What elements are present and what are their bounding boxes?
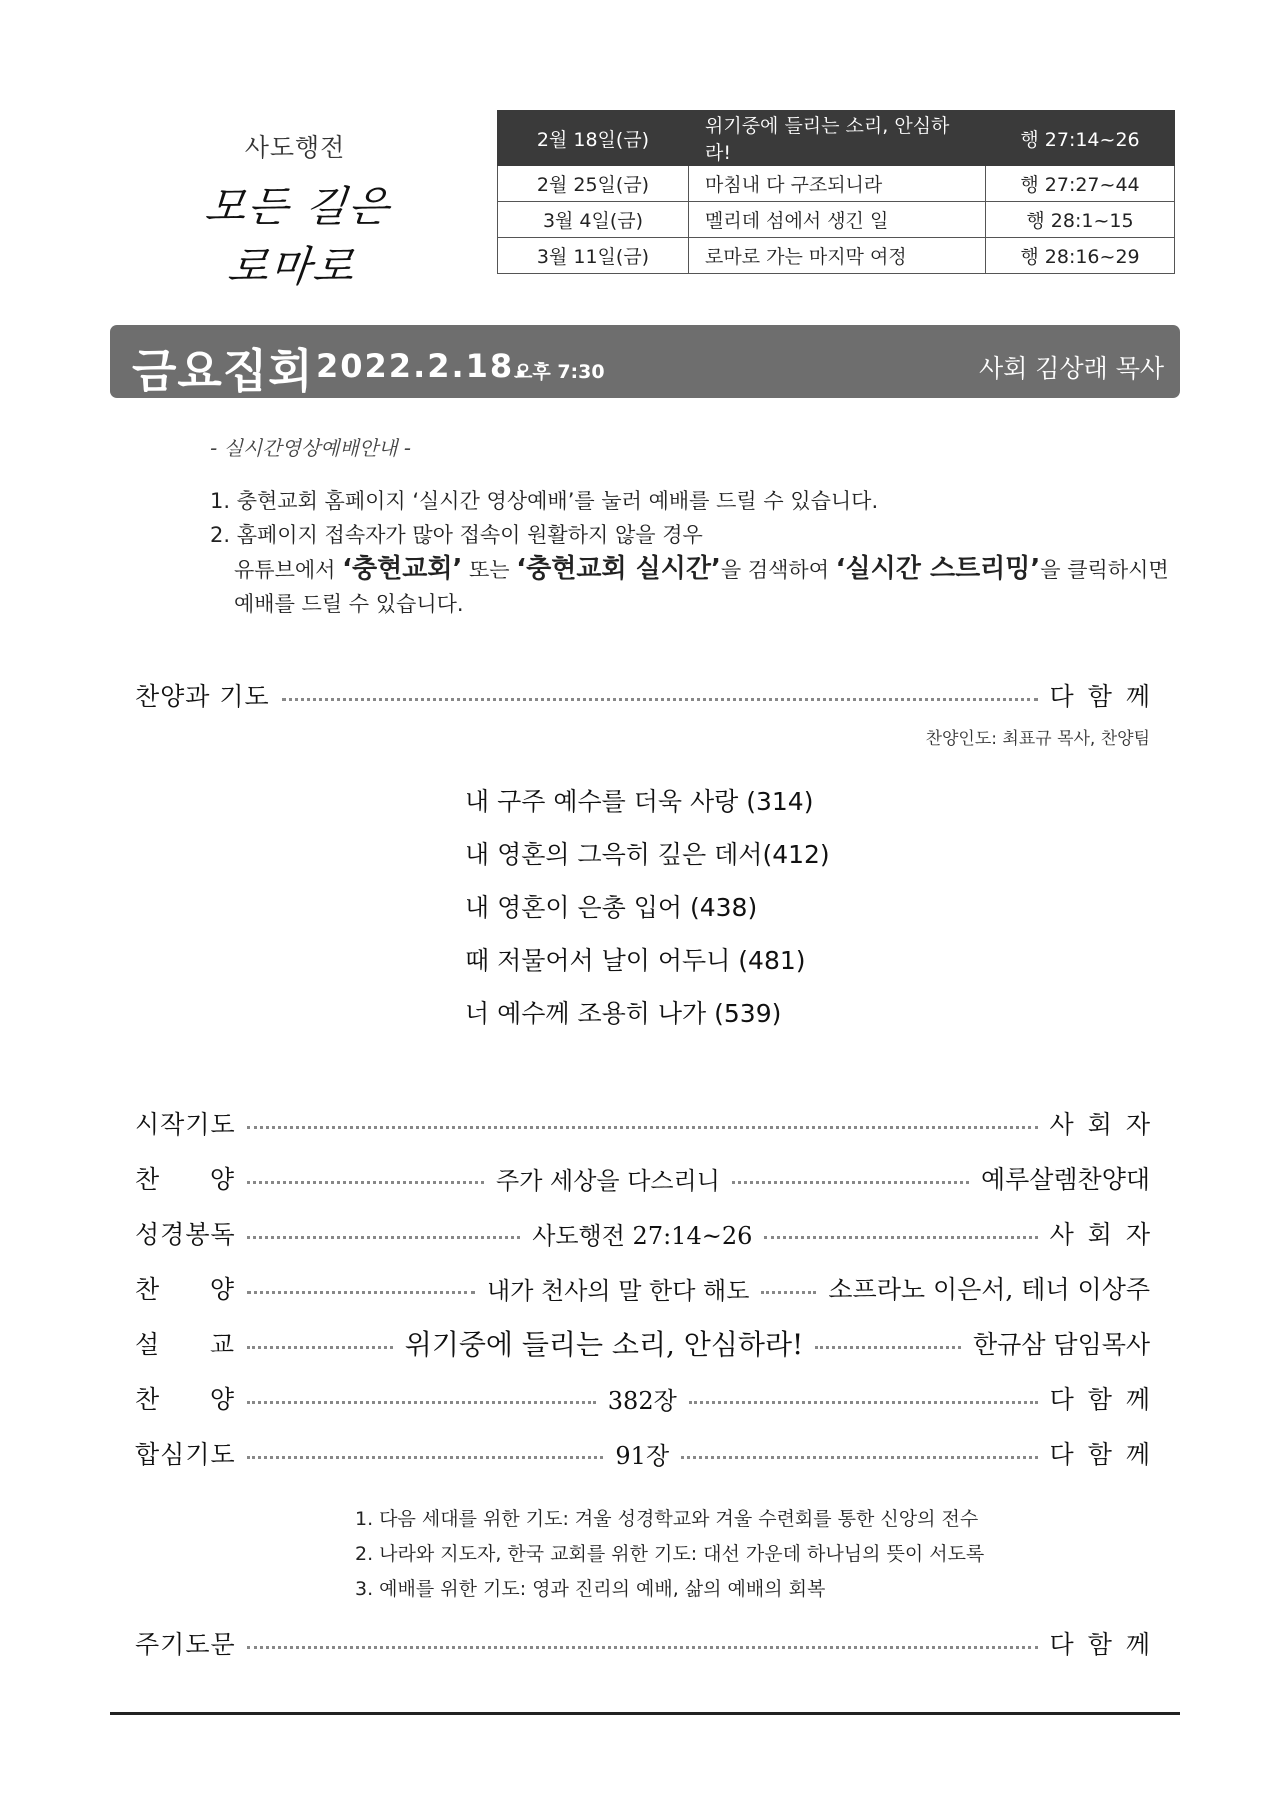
table-row [498,238,1175,274]
program-row [135,1268,1150,1308]
program-row [135,1103,1164,1143]
program-label [135,1160,235,1196]
label-char: 주 [135,1630,161,1659]
program-row-praise [135,675,1164,715]
dot-leader [247,1646,1038,1649]
schedule-ref: 행 28:16~29 [986,238,1175,274]
schedule-ref: 행 28:1~15 [986,202,1175,238]
service-time: 오후 7:30 [514,361,605,383]
notice-line [210,552,1169,587]
program-label [135,1380,235,1416]
label-char: 문 [210,1630,236,1659]
hymn-item: 내 영혼이 은총 입어 (438) [465,893,758,922]
dot-leader [247,1126,1038,1129]
label-char: 찬 [135,1165,161,1194]
program-mid: 382장 [607,1386,677,1415]
keyword: ‘충현교회’ [342,554,463,584]
program-label: 찬양과 기도 [135,682,270,711]
dot-leader [247,1236,520,1239]
dot-leader [689,1401,1038,1404]
program-mid: 91장 [615,1441,670,1470]
schedule-ref: 행 27:27~44 [986,166,1175,202]
hymn-list [465,775,830,1040]
schedule-date: 2월 18일(금) [498,111,689,166]
label-char: 독 [210,1220,236,1249]
program-row [135,1323,1150,1363]
hymn-item: 내 영혼의 그윽히 깊은 데서(412) [465,840,830,869]
label-char: 찬 [135,1275,161,1304]
label-char: 찬 [135,1385,161,1414]
prayer-item: 2. 나라와 지도자, 한국 교회를 위한 기도: 대선 가운데 하나님의 뜻이 서도록 [355,1543,985,1565]
program-row [135,1378,1165,1418]
label-char: 양 [209,1165,235,1194]
schedule-date: 2월 25일(금) [498,166,689,202]
notice-line: 1. 충현교회 홈페이지 ‘실시간 영상예배’를 눌러 예배를 드릴 수 있습니다. [210,489,879,513]
program-right: 사회자 [1049,1220,1165,1249]
notice-text: 유튜브에서 [234,558,343,582]
label-char: 양 [209,1275,235,1304]
label-char: 기 [185,1110,211,1139]
prayer-topics [355,1502,984,1607]
series-script-title: 모든 길은 로마로 [202,182,394,291]
program-right: 다함께 [1049,1630,1164,1659]
schedule-date: 3월 4일(금) [498,202,689,238]
prayer-item: 1. 다음 세대를 위한 기도: 겨울 성경학교와 겨울 수련회를 통한 신앙의 전수 [355,1508,979,1530]
dot-leader [681,1456,1037,1459]
service-banner [110,325,1180,398]
series-heading [180,128,410,294]
keyword: ‘충현교회 실시간’ [516,554,721,584]
schedule-title: 위기중에 들리는 소리, 안심하라! [689,111,986,166]
label-char: 합 [135,1440,161,1469]
hymn-item: 너 예수께 조용히 나가 (539) [465,999,782,1028]
program-label [135,1435,235,1471]
service-host: 사회 김상래 목사 [979,354,1164,383]
label-char: 성 [135,1220,161,1249]
program-right: 다함께 [1049,1440,1164,1469]
label-char: 교 [209,1330,235,1359]
notice-heading: - 실시간영상예배안내 - [210,436,412,460]
label-char: 양 [209,1385,235,1414]
sermon-schedule-table [497,110,1175,274]
schedule-ref: 행 27:14~26 [986,111,1175,166]
dot-leader [247,1291,475,1294]
hymn-item: 내 구주 예수를 더욱 사랑 (314) [465,787,814,816]
table-row [498,111,1175,166]
program-right: 한규삼 담임목사 [973,1330,1151,1359]
table-row [498,202,1175,238]
schedule-title: 마침내 다 구조되니라 [689,166,986,202]
keyword: ‘실시간 스트리밍’ [835,554,1041,584]
dot-leader [247,1181,484,1184]
notice-text: 을 클릭하시면 [1040,558,1169,582]
schedule-title: 로마로 가는 마지막 여정 [689,238,986,274]
dot-leader [247,1401,596,1404]
program-row [135,1433,1164,1473]
label-char: 시 [135,1110,161,1139]
notice-line: 예배를 드릴 수 있습니다. [234,592,464,616]
program-right: 다함께 [1049,682,1164,711]
program-mid: 주가 세상을 다스리니 [496,1166,720,1195]
notice-text: 을 검색하여 [720,558,836,582]
label-char: 경 [160,1220,186,1249]
program-mid: 내가 천사의 말 한다 해도 [487,1276,750,1305]
program-label [135,1325,235,1361]
program-row-closing [135,1623,1164,1663]
program-label [135,1215,235,1251]
notice-line: 2. 홈페이지 접속자가 많아 접속이 원활하지 않을 경우 [210,523,703,547]
label-char: 심 [160,1440,186,1469]
hymn-item: 때 저물어서 날이 어두니 (481) [465,946,806,975]
dot-leader [282,698,1038,701]
program-right: 다함께 [1049,1385,1165,1414]
dot-leader [764,1236,1037,1239]
program-row [135,1158,1150,1198]
program-mid: 사도행전 27:14~26 [532,1221,753,1250]
program-row [135,1213,1165,1253]
label-char: 기 [185,1440,211,1469]
program-label [135,1105,235,1141]
program-right: 소프라노 이은서, 테너 이상주 [828,1275,1150,1304]
program-right: 사회자 [1049,1110,1164,1139]
series-title: 사도행전 [244,133,346,162]
program-label [135,1625,235,1661]
service-date: 2022.2.18. [316,347,529,385]
program-label [135,1270,235,1306]
label-char: 도 [210,1110,236,1139]
dot-leader [247,1346,393,1349]
table-row [498,166,1175,202]
streaming-notice [210,484,1169,621]
label-char: 도 [185,1630,211,1659]
dot-leader [815,1346,961,1349]
program-right: 예루살렘찬양대 [980,1165,1151,1194]
dot-leader [761,1291,816,1294]
schedule-title: 멜리데 섬에서 생긴 일 [689,202,986,238]
label-char: 작 [160,1110,186,1139]
label-char: 설 [135,1330,161,1359]
dot-leader [732,1181,969,1184]
sermon-title: 위기중에 들리는 소리, 안심하라! [404,1328,804,1361]
label-char: 기 [160,1630,186,1659]
bottom-divider [110,1712,1180,1715]
dot-leader [247,1456,603,1459]
praise-credit: 찬양인도: 최표규 목사, 찬양팀 [925,729,1150,749]
notice-text: 또는 [462,558,517,582]
service-title: 금요집회 [132,344,314,398]
label-char: 도 [210,1440,236,1469]
schedule-date: 3월 11일(금) [498,238,689,274]
prayer-item: 3. 예배를 위한 기도: 영과 진리의 예배, 삶의 예배의 회복 [355,1578,826,1600]
label-char: 봉 [185,1220,211,1249]
